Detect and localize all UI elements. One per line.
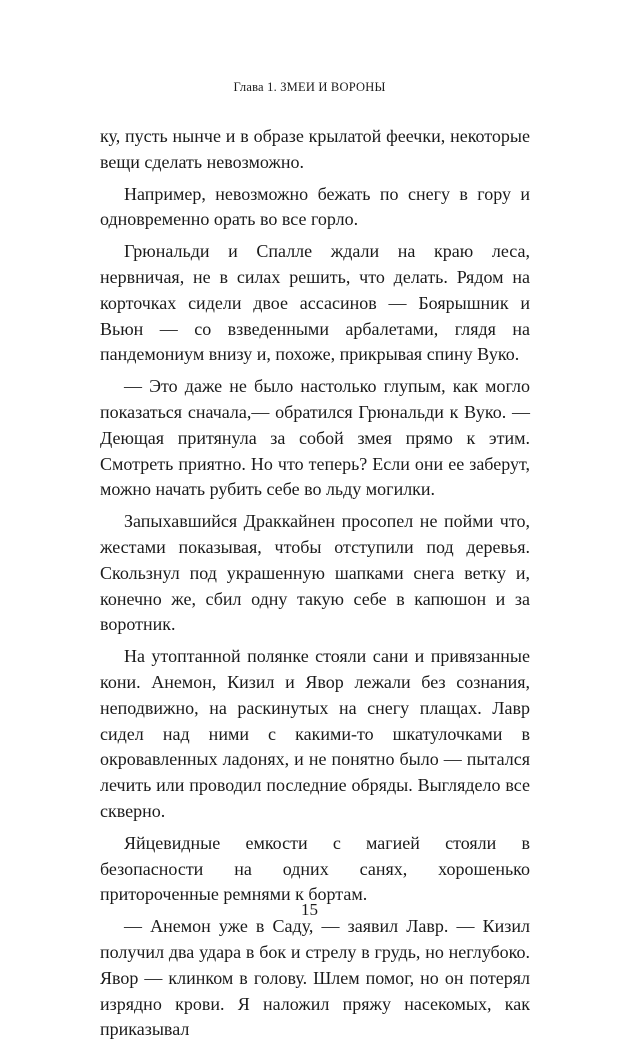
paragraph: На утоптанной полянке стояли сани и привязанные кони. Анемон, Кизил и Явор лежали без сознания, неподвижно, на раскинутых на снегу плащах. Лавр сидел над ними с какими-то шкатулочками в окровавленных ладонях, и не понятно было — пытался лечить или проводил последние обряды. Выглядело все скверно. [100,646,530,821]
paragraph: ку, пусть нынче и в образе крылатой феечки, некоторые вещи сделать невозможно. [100,126,530,172]
paragraph: Запыхавшийся Драккайнен просопел не пойми что, жестами показывая, чтобы отступили под деревья. Скользнул под украшенную шапками снега ветку и, конечно же, сбил одну такую себе в капюшон и за воротник. [100,511,530,635]
page-number: 15 [301,900,318,919]
paragraph: Например, невозможно бежать по снегу в гору и одновременно орать во все горло. [100,183,530,230]
running-head: Глава 1. ЗМЕИ И ВОРОНЫ [233,80,386,94]
paragraph: — Это даже не было настолько глупым, как могло показаться сначала,— обратился Грюнальди к Вуко. — Деющая притянула за собой змея прямо к этим. Смотреть приятно. Но что теперь? Если они ее заберут, можно начать рубить себе во льду могилки. [100,376,530,500]
paragraph: — Анемон уже в Саду, — заявил Лавр. — Кизил получил два удара в бок и стрелу в грудь, но неглубоко. Явор — клинком в голову. Шлем помог, но он потерял изрядно крови. Я наложил пряжу насекомых, как приказывал [100,916,530,1040]
paragraph: Яйцевидные емкости с магией стояли в безопасности на одних санях, хорошенько притороченные ремнями к бортам. [100,832,530,905]
paragraph: Грюнальди и Спалле ждали на краю леса, нервничая, не в силах решить, что делать. Рядом на корточках сидели двое ассасинов — Боярышник и Вьюн — со взведенными арбалетами, глядя на пандемониум внизу и, похоже, прикрывая спину Вуко. [100,241,530,365]
